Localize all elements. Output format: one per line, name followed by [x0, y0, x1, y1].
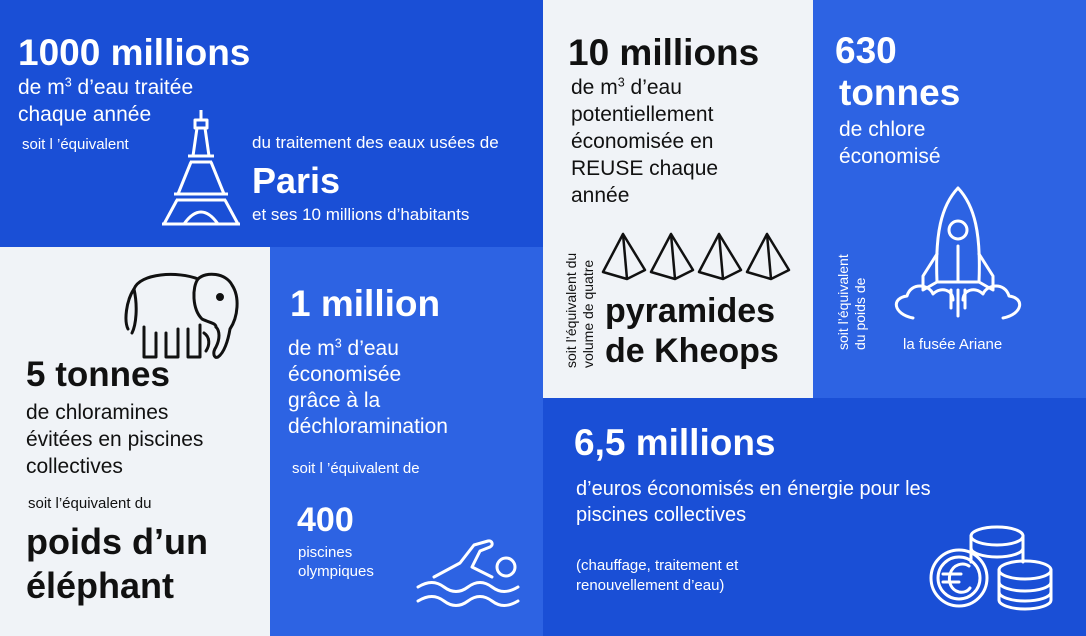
euros-line2: piscines collectives [576, 504, 747, 526]
rocket-label: la fusée Ariane [903, 336, 1003, 353]
dechlo-line3: grâce à la [288, 389, 381, 412]
reuse-stat: 10 millions [568, 32, 760, 73]
panel-chloramines [0, 247, 270, 636]
reuse-line5: année [571, 184, 630, 207]
dechlo-line2: économisée [288, 363, 402, 386]
paris-desc: du traitement des eaux usées de [252, 133, 499, 152]
chloramines-line2: évitées en piscines [26, 428, 204, 451]
elephant-icon [120, 267, 250, 367]
chlore-stat-line1: 630 [835, 30, 897, 71]
euros-stat: 6,5 millions [574, 422, 776, 463]
dechlo-stat: 1 million [290, 283, 441, 324]
paris-city: Paris [252, 160, 341, 201]
euro-coins-icon [927, 522, 1057, 612]
euros-line1: d’euros économisés en énergie pour les [576, 478, 931, 500]
eiffel-tower-icon [160, 108, 242, 226]
dechlo-count-line2: olympiques [298, 563, 374, 580]
chloramines-weight-line1: poids d’un [26, 521, 208, 562]
swimmer-icon [414, 537, 526, 607]
rocket-icon [883, 186, 1033, 336]
panel-paris [0, 0, 543, 247]
chloramines-line3: collectives [26, 455, 123, 478]
chloramines-line1: de chloramines [26, 401, 169, 424]
chloramines-stat: 5 tonnes [26, 355, 170, 394]
panel-euros [543, 398, 1086, 636]
paris-city-note: et ses 10 millions d’habitants [252, 205, 470, 224]
reuse-line4: REUSE chaque [571, 157, 719, 180]
chlore-stat-line2: tonnes [839, 72, 961, 113]
chloramines-weight-line2: éléphant [26, 565, 175, 606]
chlore-vertical-text: soit l’équivalent du poids de [835, 254, 868, 350]
chloramines-equiv: soit l’équivalent du [28, 495, 152, 512]
reuse-unit: de $m^3$ d’eau [571, 75, 682, 99]
reuse-line3: économisée en [571, 130, 714, 153]
paris-stat: 1000 millions [18, 32, 251, 73]
dechlo-unit: de $m^3$ d’eau [288, 336, 399, 360]
paris-equiv: soit l ’équivalent [22, 136, 129, 153]
panel-chlore [813, 0, 1086, 398]
paris-line2: chaque année [18, 103, 152, 126]
dechlo-count: 400 [297, 501, 354, 539]
dechlo-count-line1: piscines [298, 544, 353, 561]
dechlo-equiv: soit l ’équivalent de [292, 460, 420, 477]
panel-dechloramination [270, 247, 543, 636]
pyramid-icon [601, 232, 791, 282]
reuse-monument-line1: pyramides [605, 292, 776, 330]
euros-note-line1: (chauffage, traitement et [576, 557, 739, 574]
chlore-desc-line1: de chlore [839, 118, 926, 141]
paris-unit: de $m^3$ d’eau traitée [18, 75, 194, 99]
reuse-monument-line2: de Kheops [605, 332, 779, 370]
chlore-desc-line2: économisé [839, 145, 941, 168]
euros-note-line2: renouvellement d’eau) [576, 577, 725, 594]
panel-reuse [543, 0, 813, 398]
reuse-vertical-text: soit l’équivalent du volume de quatre [563, 252, 596, 368]
dechlo-line4: déchloramination [288, 415, 448, 438]
reuse-line2: potentiellement [571, 103, 714, 126]
